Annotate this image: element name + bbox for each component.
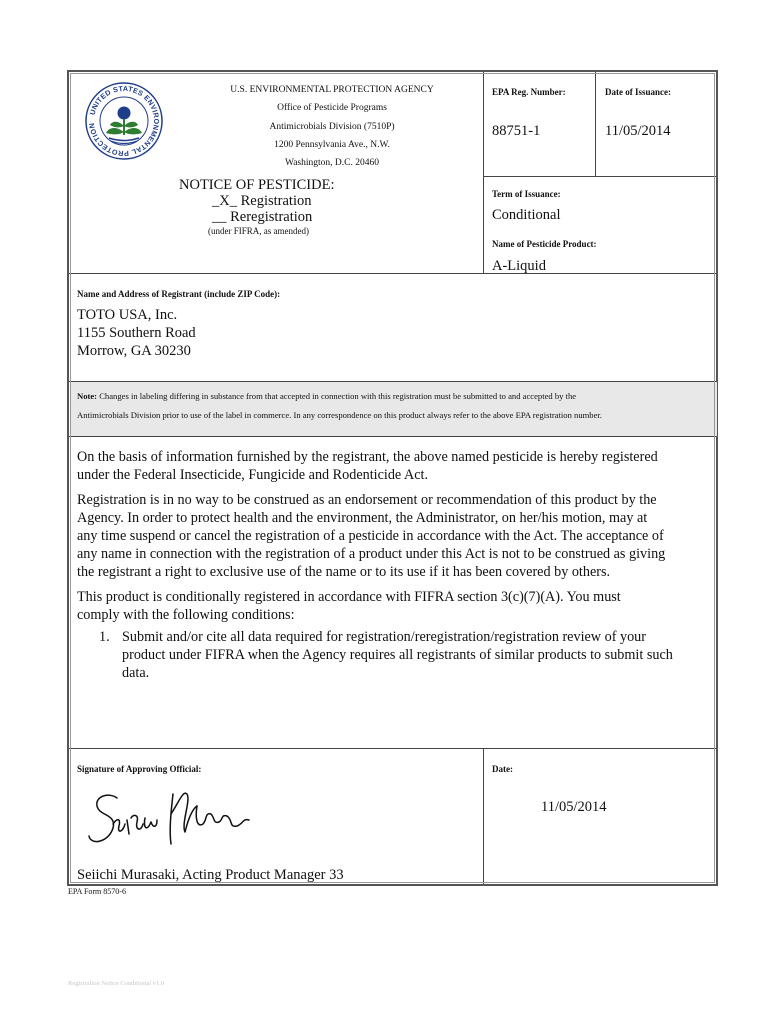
approving-official-name: Seiichi Murasaki, Acting Product Manager 33 (77, 867, 344, 883)
note-line-2: Antimicrobials Division prior to use of the label in commerce. In any correspondence on this product always refer to the above EPA registration number. (77, 410, 602, 420)
signature-date-value: 11/05/2014 (541, 799, 607, 815)
reg-number-label: EPA Reg. Number: (492, 87, 566, 97)
condition-item-1 (77, 628, 717, 682)
product-name-value: A-Liquid (492, 258, 546, 274)
term-label: Term of Issuance: (492, 189, 561, 199)
epa-seal-logo (83, 80, 165, 162)
registrant-label: Name and Address of Registrant (include ZIP Code): (77, 289, 281, 299)
agency-city: Washington, D.C. 20460 (285, 158, 379, 168)
para3-line2: comply with the following conditions: (77, 607, 295, 623)
notice-option-registration: _X_ Registration (212, 193, 312, 209)
para2-line3: any time suspend or cancel the registration of a pesticide in accordance with the Act. The acceptance of (77, 528, 664, 544)
registration-body (77, 448, 717, 682)
signature-label: Signature of Approving Official: (77, 764, 202, 774)
notice-under-fifra: (under FIFRA, as amended) (208, 226, 309, 236)
form-number: EPA Form 8570-6 (68, 887, 126, 896)
agency-name: U.S. ENVIRONMENTAL PROTECTION AGENCY (230, 85, 434, 95)
condition-1-line3: data. (122, 665, 150, 681)
registrant-address (77, 306, 196, 360)
divider-signature (69, 748, 716, 749)
notice-title: NOTICE OF PESTICIDE: (179, 177, 335, 193)
registrant-street: 1155 Southern Road (77, 325, 196, 341)
registrant-name: TOTO USA, Inc. (77, 307, 178, 323)
handwritten-signature (87, 784, 257, 864)
reg-number-value: 88751-1 (492, 123, 541, 139)
para1-line1: On the basis of information furnished by the registrant, the above named pesticide is hereby registered (77, 449, 658, 465)
watermark-footer: Registration Notice Conditional v1.0 (68, 980, 165, 987)
product-name-label: Name of Pesticide Product: (492, 239, 597, 249)
para3-line1: This product is conditionally registered in accordance with FIFRA section 3(c)(7)(A). You must (77, 589, 621, 605)
header-divider-term (483, 176, 716, 177)
para2-line2: Agency. In order to protect health and the environment, the Administrator, on her/his motion, may at (77, 510, 648, 526)
notice-block (179, 177, 379, 237)
para2-line1: Registration is in no way to be construed as an endorsement or recommendation of this product by the (77, 492, 657, 508)
term-value: Conditional (492, 207, 561, 223)
agency-division: Antimicrobials Division (7510P) (269, 122, 395, 132)
agency-office: Office of Pesticide Programs (277, 103, 387, 113)
divider-note-bottom (69, 436, 716, 437)
condition-1-number: 1. (99, 629, 110, 645)
signature-divider-vertical (483, 748, 484, 884)
condition-1-line1: Submit and/or cite all data required for registration/reregistration/registration review of your (122, 629, 646, 645)
header-divider-vertical (483, 72, 484, 273)
signature-date-label: Date: (492, 764, 513, 774)
date-issuance-label: Date of Issuance: (605, 87, 671, 97)
para2-line4: any name in connection with the registration of a product under this Act is not to be construed as giving (77, 546, 666, 562)
divider-registrant (69, 273, 716, 274)
registration-notice-form (67, 70, 718, 886)
note-label: Note: (77, 391, 98, 401)
date-issuance-value: 11/05/2014 (605, 123, 671, 139)
registrant-city: Morrow, GA 30230 (77, 343, 191, 359)
seal-text: UNITED STATES ENVIRONMENTAL PROTECTION (86, 83, 162, 159)
notice-option-reregistration: __ Reregistration (212, 209, 313, 225)
header-divider-date (595, 72, 596, 176)
note-text (77, 387, 712, 425)
condition-1-line2: product under FIFRA when the Agency requires all registrants of similar products to submit such (122, 647, 673, 663)
para2-line5: the registrant a right to exclusive use of the name or to its use if it has been covered by others. (77, 564, 611, 580)
para1-line2: under the Federal Insecticide, Fungicide and Rodenticide Act. (77, 467, 429, 483)
note-line-1: Changes in labeling differing in substance from that accepted in connection with this registration must be submitted to and accepted by the (99, 391, 577, 401)
agency-street: 1200 Pennsylvania Ave., N.W. (274, 140, 390, 150)
